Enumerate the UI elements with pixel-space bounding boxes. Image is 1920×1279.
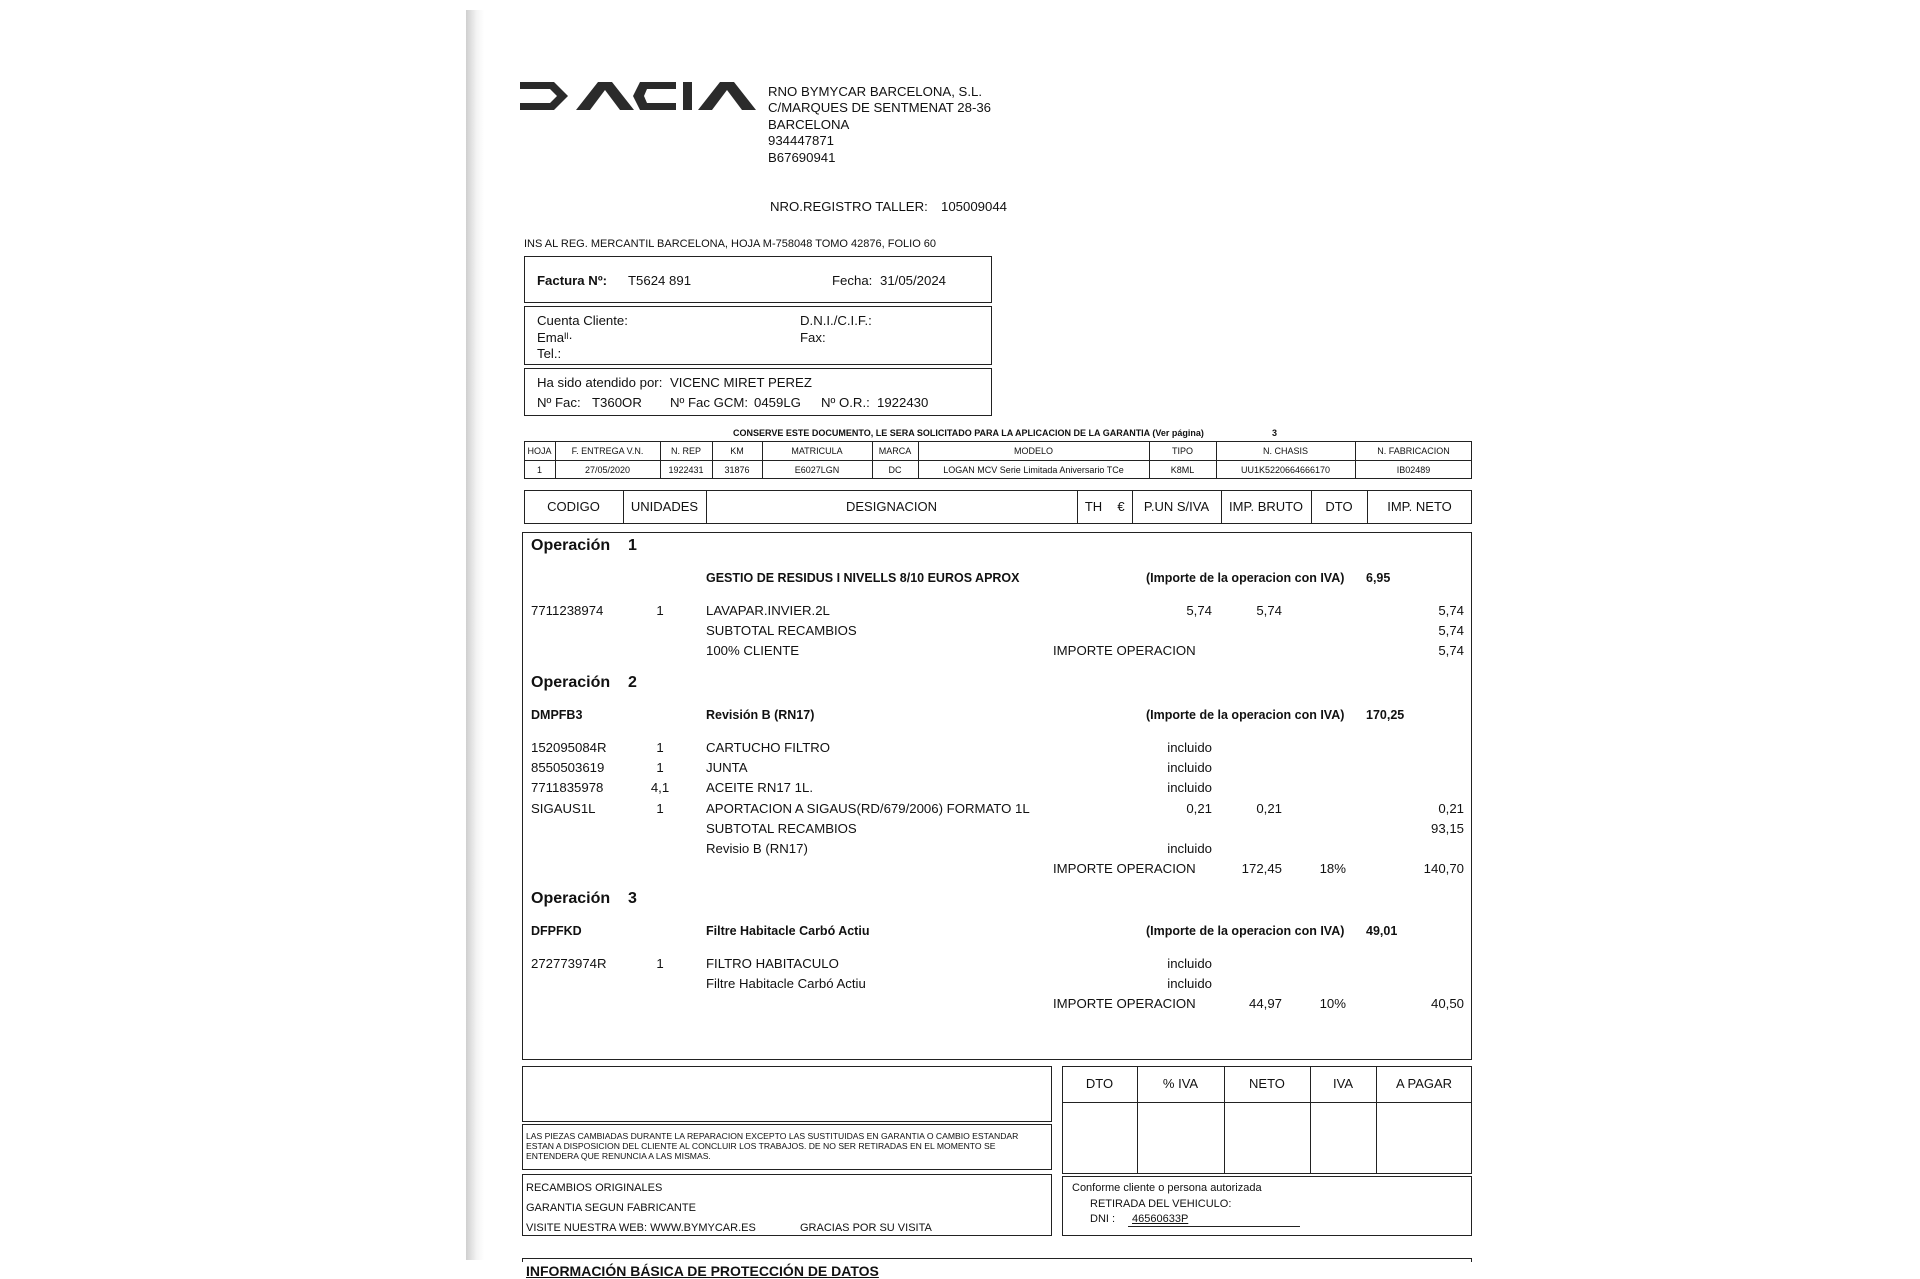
vehicle-header-cell: MODELO: [1013, 446, 1053, 456]
operation-number: 2: [628, 674, 637, 691]
datos-title: INFORMACIÓN BÁSICA DE PROTECCIÓN DE DATOS: [526, 1263, 879, 1279]
signature-line: [1128, 1226, 1300, 1227]
line-discount: 18%: [1319, 861, 1346, 877]
line-unit-price: incluido: [1167, 956, 1212, 971]
line-units: 1: [656, 740, 664, 755]
nfac-gcm-label: Nº Fac GCM:: [670, 395, 749, 410]
line-net: 140,70: [1423, 861, 1464, 877]
operation-code: DMPFB3: [531, 708, 583, 722]
company-address: C/MARQUES DE SENTMENAT 28-36: [768, 100, 992, 115]
notes-box: [522, 1066, 1052, 1122]
factura-label: Factura Nº:: [537, 273, 608, 288]
line-units: 1: [656, 800, 664, 816]
line-net: 5,74: [1438, 643, 1464, 659]
vehicle-value-cell: 1: [536, 465, 542, 475]
operation-name: Filtre Habitacle Carbó Actiu: [706, 924, 870, 938]
email-label: Emaᴵˡ·: [537, 330, 573, 345]
operation-iva-label: (Importe de la operacion con IVA): [1146, 924, 1345, 938]
line-description: LAVAPAR.INVIER.2L: [706, 603, 830, 618]
mercantil-text: INS AL REG. MERCANTIL BARCELONA, HOJA M-758048 TOMO 42876, FOLIO 60: [524, 238, 937, 250]
line-gross: 44,97: [1248, 996, 1282, 1012]
nfac-label: Nº Fac:: [537, 395, 581, 410]
operation-iva-value: 6,95: [1366, 571, 1391, 585]
lines-header-cell: P.UN S/IVA: [1143, 499, 1210, 514]
line-code: SIGAUS1L: [531, 800, 596, 816]
lines-header-cell: IMP. BRUTO: [1229, 499, 1303, 514]
operation-number: 3: [628, 890, 637, 907]
garantia-text: GARANTIA SEGUN FABRICANTE: [526, 1202, 696, 1214]
vehicle-header-cell: KM: [730, 446, 744, 456]
conserve-num: 3: [1272, 428, 1278, 438]
vehicle-value-cell: K8ML: [1170, 465, 1195, 475]
line-description: Revisio B (RN17): [706, 841, 808, 856]
line-gross: 5,74: [1256, 603, 1282, 618]
line-description: APORTACION A SIGAUS(RD/679/2006) FORMATO 1L: [706, 800, 1030, 816]
line-description: Filtre Habitacle Carbó Actiu: [706, 976, 866, 992]
nfac-value: T360OR: [592, 395, 642, 410]
lines-header-cell: UNIDADES: [630, 499, 699, 514]
vehicle-header-cell: N. REP: [670, 446, 701, 456]
line-net: 0,21: [1438, 800, 1464, 816]
line-unit-price: incluido: [1167, 740, 1212, 755]
totals-divider: [1062, 1102, 1472, 1103]
totals-header-cell: NETO: [1249, 1076, 1285, 1091]
line-unit-price: 0,21: [1186, 800, 1212, 816]
recambios-text: RECAMBIOS ORIGINALES: [526, 1182, 663, 1194]
web-text: VISITE NUESTRA WEB: WWW.BYMYCAR.ES: [526, 1222, 756, 1234]
line-description: SUBTOTAL RECAMBIOS: [706, 623, 857, 639]
totals-header-cell: DTO: [1085, 1076, 1114, 1091]
conforme-text: Conforme cliente o persona autorizada: [1072, 1182, 1262, 1194]
line-units: 1: [656, 603, 664, 618]
company-city: BARCELONA: [768, 117, 850, 132]
line-description: FILTRO HABITACULO: [706, 956, 839, 971]
vehicle-header-cell: HOJA: [527, 446, 552, 456]
operation-name: GESTIO DE RESIDUS I NIVELLS 8/10 EUROS APROX: [706, 571, 1020, 585]
vehicle-header-cell: TIPO: [1171, 446, 1193, 456]
line-unit-price: incluido: [1167, 841, 1212, 856]
line-units: 1: [656, 760, 664, 776]
operation-iva-value: 49,01: [1366, 924, 1398, 938]
vehicle-header-cell: N. FABRICACION: [1377, 446, 1450, 456]
line-units: 4,1: [650, 780, 670, 796]
company-phone: 934447871: [768, 133, 835, 148]
vehicle-header-cell: N. CHASIS: [1262, 446, 1308, 456]
dacia-logo: [520, 80, 756, 112]
lines-header-cell: DTO: [1325, 499, 1353, 514]
scan-edge-shadow: [466, 10, 484, 1260]
vehicle-value-cell: LOGAN MCV Serie Limitada Aniversario TCe: [943, 465, 1124, 475]
operation-iva-label: (Importe de la operacion con IVA): [1146, 571, 1345, 585]
line-discount: 10%: [1319, 996, 1346, 1012]
line-gross: 0,21: [1256, 800, 1282, 816]
totals-header-cell: % IVA: [1162, 1076, 1199, 1091]
dni-label: D.N.I./C.I.F.:: [800, 313, 872, 328]
lines-header-cell: IMP. NETO: [1387, 499, 1452, 514]
company-cif: B67690941: [768, 150, 836, 165]
operation-name: Revisión B (RN17): [706, 708, 815, 722]
vehicle-value-cell: IB02489: [1396, 465, 1431, 475]
fax-label: Fax:: [800, 330, 826, 345]
line-operation-label: IMPORTE OPERACION: [1053, 996, 1196, 1012]
line-unit-price: incluido: [1167, 976, 1212, 992]
vehicle-table-divider: [524, 460, 1472, 461]
company-name: RNO BYMYCAR BARCELONA, S.L.: [768, 84, 982, 99]
dni-footer-value: 46560633P: [1132, 1213, 1189, 1225]
nor-value: 1922430: [877, 395, 929, 410]
line-gross: 172,45: [1241, 861, 1282, 877]
line-unit-price: incluido: [1167, 780, 1212, 796]
line-operation-label: IMPORTE OPERACION: [1053, 861, 1196, 877]
operation-title: Operación: [531, 537, 611, 554]
line-description: JUNTA: [706, 760, 748, 776]
vehicle-header-cell: MARCA: [878, 446, 912, 456]
vehicle-value-cell: 27/05/2020: [584, 465, 631, 475]
line-description: SUBTOTAL RECAMBIOS: [706, 820, 857, 836]
fecha-label: Fecha:: [832, 273, 873, 288]
dni-footer-label: DNI :: [1090, 1213, 1116, 1225]
line-units: 1: [656, 956, 664, 971]
line-unit-price: incluido: [1167, 760, 1212, 776]
line-net: 40,50: [1430, 996, 1464, 1012]
operation-code: DFPFKD: [531, 924, 582, 938]
vehicle-value-cell: DC: [888, 465, 902, 475]
fecha-value: 31/05/2024: [880, 273, 947, 288]
vehicle-value-cell: 1922431: [668, 465, 704, 475]
line-description: 100% CLIENTE: [706, 643, 800, 659]
line-net: 5,74: [1438, 623, 1464, 639]
line-code: 7711238974: [531, 603, 604, 618]
lines-header-cell: CODIGO: [547, 499, 600, 514]
operation-iva-value: 170,25: [1366, 708, 1405, 722]
line-unit-price: 5,74: [1186, 603, 1212, 618]
vehicle-header-cell: MATRICULA: [791, 446, 843, 456]
registro-label: NRO.REGISTRO TALLER:: [770, 199, 928, 214]
line-net: 5,74: [1438, 603, 1464, 618]
registro-value: 105009044: [941, 199, 1008, 214]
datos-box: [522, 1258, 1472, 1262]
tel-label: Tel.:: [537, 346, 562, 361]
retirada-text: RETIRADA DEL VEHICULO:: [1090, 1198, 1232, 1210]
line-operation-label: IMPORTE OPERACION: [1053, 643, 1196, 659]
totals-header-cell: A PAGAR: [1395, 1076, 1453, 1091]
nfac-gcm-value: 0459LG: [754, 395, 801, 410]
line-code: 272773974R: [531, 956, 607, 971]
conserve-note: CONSERVE ESTE DOCUMENTO, LE SERA SOLICITADO PARA LA APLICACION DE LA GARANTIA (Ver página): [733, 428, 1204, 438]
line-description: CARTUCHO FILTRO: [706, 740, 831, 755]
operation-number: 1: [628, 537, 637, 554]
lines-header-cell: DESIGNACION: [845, 499, 937, 514]
vehicle-value-cell: 31876: [724, 465, 750, 475]
vehicle-header-cell: F. ENTREGA V.N.: [571, 446, 644, 456]
factura-value: T5624 891: [628, 273, 692, 288]
lines-header-cell: €: [1117, 499, 1125, 514]
vehicle-value-cell: E6027LGN: [794, 465, 840, 475]
lines-header-cell: TH: [1084, 499, 1103, 514]
totals-header-cell: IVA: [1333, 1076, 1353, 1091]
gracias-text: GRACIAS POR SU VISITA: [800, 1222, 932, 1234]
line-code: 7711835978: [531, 780, 604, 796]
atendido-value: VICENC MIRET PEREZ: [670, 375, 812, 390]
line-description: ACEITE RN17 1L.: [706, 780, 814, 796]
cuenta-label: Cuenta Cliente:: [537, 313, 628, 328]
legal-text: LAS PIEZAS CAMBIADAS DURANTE LA REPARACION EXCEPTO LAS SUSTITUIDAS EN GARANTIA O CAMBIO ESTANDAR ESTAN A DISPOSICION DEL CLIENTE AL CONCLUIR LOS TRABAJOS. DE NO SER RETIRADAS EN EL MOMENTO SE ENTENDERA QUE RENUNCIA A LAS MISMAS.: [526, 1131, 1019, 1161]
line-net: 93,15: [1430, 820, 1464, 836]
nor-label: Nº O.R.:: [821, 395, 870, 410]
operation-title: Operación: [531, 674, 611, 691]
line-code: 152095084R: [531, 740, 607, 755]
line-code: 8550503619: [531, 760, 605, 776]
operation-title: Operación: [531, 890, 611, 907]
operation-iva-label: (Importe de la operacion con IVA): [1146, 708, 1345, 722]
atendido-label: Ha sido atendido por:: [537, 375, 663, 390]
vehicle-value-cell: UU1K5220664666170: [1240, 465, 1331, 475]
